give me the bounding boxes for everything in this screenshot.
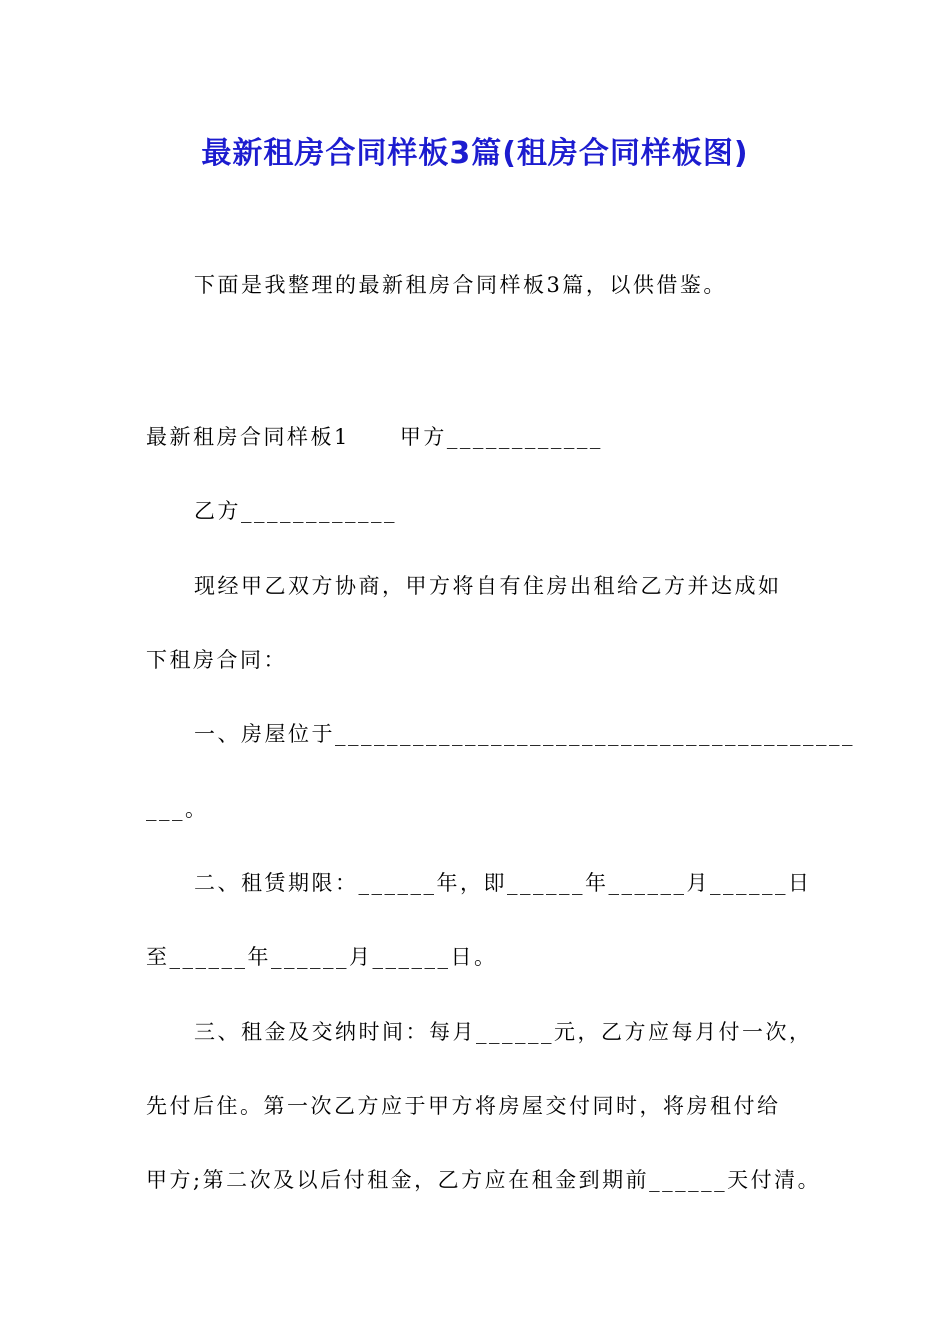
item3-line3: 甲方;第二次及以后付租金，乙方应在租金到期前______天付清。: [146, 1168, 822, 1192]
item3-line2: 先付后住。第一次乙方应于甲方将房屋交付同时，将房租付给: [146, 1094, 781, 1118]
item1-line1: 一、房屋位于________________________________________: [194, 722, 855, 746]
document-title: 最新租房合同样板3篇(租房合同样板图): [201, 136, 749, 171]
intro-paragraph: 下面是我整理的最新租房合同样板3篇，以供借鉴。: [194, 273, 727, 297]
party-a-field: 甲方____________: [399, 425, 603, 449]
item2-line2: 至______年______月______日。: [146, 945, 498, 969]
section1-heading-line: [146, 423, 603, 451]
para1-line1: 现经甲乙双方协商，甲方将自有住房出租给乙方并达成如: [194, 574, 782, 598]
item3-line1: 三、租金及交纳时间：每月______元，乙方应每月付一次，: [194, 1020, 813, 1044]
item1-line2: ___。: [146, 797, 209, 821]
item2-line1: 二、租赁期限：______年，即______年______月______日: [194, 871, 812, 895]
section1-heading: 最新租房合同样板1: [146, 425, 350, 449]
para1-line2: 下租房合同：: [146, 648, 287, 672]
party-b-field: 乙方____________: [194, 499, 397, 523]
